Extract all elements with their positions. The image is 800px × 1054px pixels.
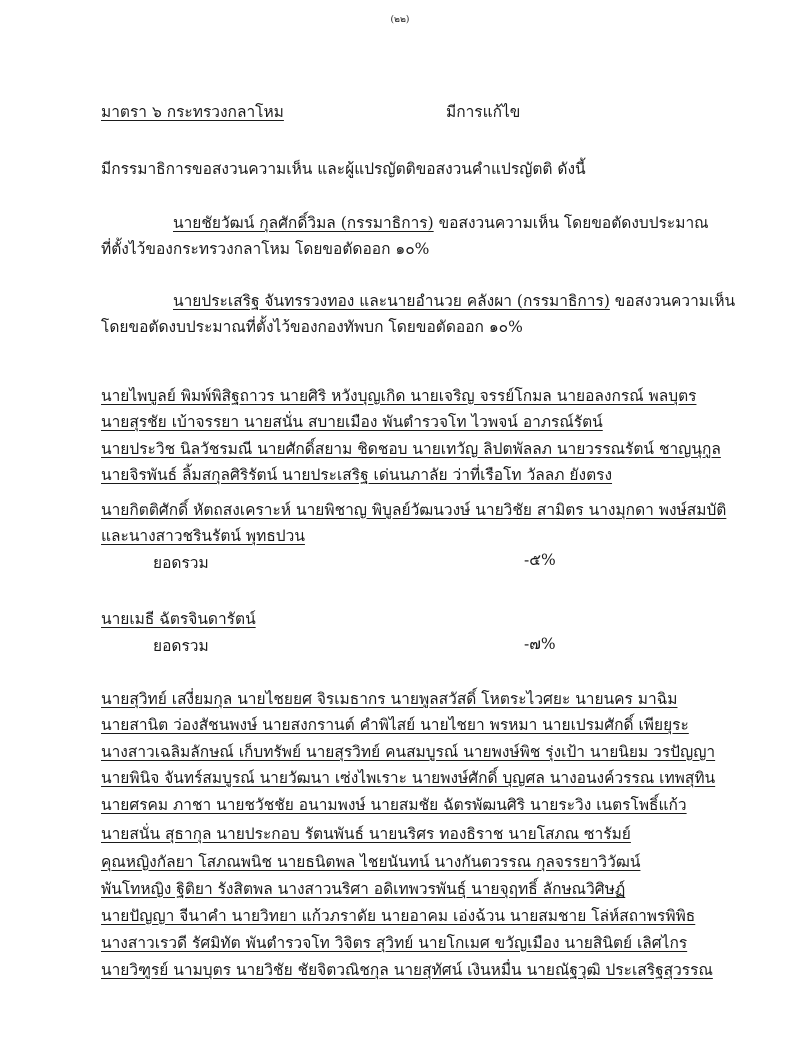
group-1-line: นายจิรพันธ์ ลิ้มสกุลศิริรัตน์ นายประเสริฐ เด่นนภาลัย ว่าที่เรือโท วัลลภ ยังตรง [101, 466, 613, 484]
reservation-2-line-2: โดยขอตัดงบประมาณที่ตั้งไว้ของกองทัพบก โดยขอตัดออก ๑๐% [101, 318, 523, 336]
group-3-line: นางสาวเรวดี รัศมิทัต พันตำรวจโท วิจิตร สุวิทย์ นายโกเมศ ขวัญเมือง นายสินิตย์ เลิศไกร [101, 934, 688, 952]
intro-text: มีกรรมาธิการขอสงวนความเห็น และผู้แปรญัตติขอสงวนคำแปรญัตติ ดังนี้ [101, 160, 586, 178]
group-1-total-label: ยอดรวม [153, 554, 209, 572]
reservation-2-text: ขอสงวนความเห็น [609, 292, 736, 310]
page-number: (๒๒) [390, 15, 410, 25]
group-3-line: นายสุวิทย์ เสงี่ยมกุล นายไชยยศ จิรเมธากร นายพูลสวัสดิ์ โหตระไวศยะ นายนคร มาฉิม [101, 690, 678, 708]
group-3-line: นายพินิจ จันทร์สมบูรณ์ นายวัฒนา เซ่งไพเราะ นายพงษ์ศักดิ์ บุญศล นางอนงค์วรรณ เทพสุทิน [101, 769, 716, 787]
group-3-line: คุณหญิงกัลยา โสภณพนิช นายธนิตพล ไชยนันทน์ นางกันตวรรณ กุลจรรยาวิวัฒน์ [101, 853, 641, 871]
group-2-total-value: -๗% [524, 635, 556, 653]
group-2-name: นายเมธี ฉัตรจินดารัตน์ [101, 610, 256, 628]
group-1-line: นายประวิช นิลวัชรมณี นายศักดิ์สยาม ชิดชอบ นายเทวัญ ลิปตพัลลภ นายวรรณรัตน์ ชาญนุกูล [101, 440, 721, 458]
reservation-2-line-1 [173, 291, 735, 311]
group-3-line: พันโทหญิง ฐิติยา รังสิตพล นางสาวนริศา อดิเทพวรพันธุ์ นายจุฤทธิ์ ลักษณวิศิษฏ์ [101, 880, 626, 898]
group-3-line: นายสนั่น สุธากุล นายประกอบ รัตนพันธ์ นายนริศร ทองธิราช นายโสภณ ซารัมย์ [101, 825, 631, 843]
group-3-line: นายศรคม ภาชา นายชวัชชัย อนามพงษ์ นายสมชัย ฉัตรพัฒนศิริ นายระวิง เนตรโพธิ์แก้ว [101, 796, 687, 814]
reservation-2-name: นายประเสริฐ จันทรรวงทอง และนายอำนวย คลังผา (กรรมาธิการ) [173, 292, 610, 310]
reservation-1-line-1 [173, 213, 709, 233]
group-3-line: นายวิฑูรย์ นามบุตร นายวิชัย ชัยจิตวณิชกุล นายสุทัศน์ เงินหมื่น นายณัฐวุฒิ ประเสริฐสุวรรณ [101, 961, 713, 979]
section-status: มีการแก้ไข [446, 103, 521, 121]
group-1-line: นายกิตติศักดิ์ หัตถสงเคราะห์ นายพิชาญ พิบูลย์วัฒนวงษ์ นายวิชัย สามิตร นางมุกดา พงษ์สมบัติ [101, 501, 727, 519]
reservation-1-line-2: ที่ตั้งไว้ของกระทรวงกลาโหม โดยขอตัดออก ๑๐% [101, 240, 430, 258]
group-2-total-label: ยอดรวม [153, 637, 209, 655]
group-1-total-value: -๕% [524, 551, 556, 569]
group-3-line: นายสานิต ว่องสัชนพงษ์ นายสงกรานต์ คำพิไสย์ นายไชยา พรหมา นายเปรมศักดิ์ เพียยุระ [101, 716, 689, 734]
group-3-line: นายปัญญา จีนาคำ นายวิทยา แก้วภราดัย นายอาคม เอ่งฉ้วน นายสมชาย โล่ห์สถาพรพิพิธ [101, 907, 696, 925]
reservation-1-name: นายชัยวัฒน์ กุลศักดิ์วิมล (กรรมาธิการ) [173, 214, 434, 232]
reservation-1-text: ขอสงวนความเห็น โดยขอตัดงบประมาณ [433, 214, 709, 232]
group-1-line: และนางสาวชรินรัตน์ พุทธปวน [101, 527, 305, 545]
group-1-line: นายไพบูลย์ พิมพ์พิสิฐถาวร นายศิริ หวังบุญเกิด นายเจริญ จรรย์โกมล นายอลงกรณ์ พลบุตร [101, 387, 697, 405]
section-title: มาตรา ๖ กระทรวงกลาโหม [101, 103, 284, 121]
group-3-line: นางสาวเฉลิมลักษณ์ เก็บทรัพย์ นายสุรวิทย์ คนสมบูรณ์ นายพงษ์พิช รุ่งเป้า นายนิยม วรปัญญา [101, 743, 716, 761]
group-1-line: นายสุรชัย เบ้าจรรยา นายสนั่น สบายเมือง พันตำรวจโท ไวพจน์ อาภรณ์รัตน์ [101, 413, 603, 431]
